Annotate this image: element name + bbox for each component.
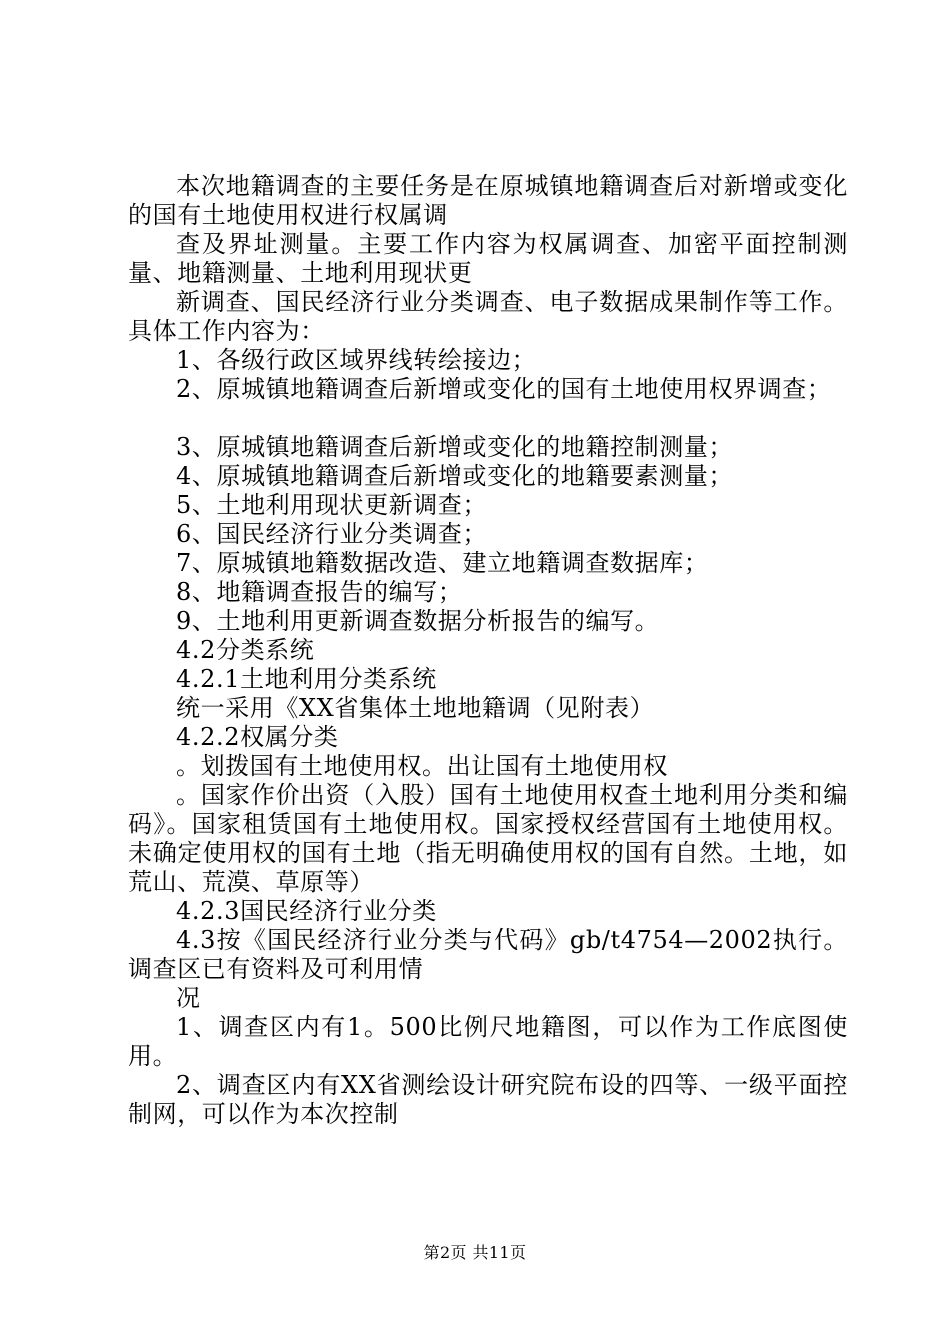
resource-item-1: 1、调查区内有1。500比例尺地籍图，可以作为工作底图使用。 bbox=[128, 1013, 848, 1070]
document-body bbox=[128, 172, 848, 1129]
paragraph-land-classification: 统一采用《XX省集体土地地籍调（见附表） bbox=[176, 694, 655, 722]
section-heading-4-2-3: 4.2.3国民经济行业分类 bbox=[176, 897, 437, 925]
section-heading-4-3: 4.3按《国民经济行业分类与代码》gb/t4754—2002执行。调查区已有资料及可利用情 bbox=[128, 926, 848, 983]
paragraph-ownership-types-1: 。划拨国有土地使用权。出让国有土地使用权 bbox=[176, 752, 668, 780]
section-heading-4-2-2: 4.2.2权属分类 bbox=[176, 723, 339, 751]
list-item-2: 2、原城镇地籍调查后新增或变化的国有土地使用权界调查； bbox=[176, 375, 832, 403]
list-item-1: 1、各级行政区域界线转绘接边； bbox=[176, 346, 537, 374]
paragraph-task-intro: 本次地籍调查的主要任务是在原城镇地籍调查后对新增或变化的国有土地使用权进行权属调 bbox=[128, 172, 848, 229]
list-item-5: 5、土地利用现状更新调查； bbox=[176, 491, 488, 519]
paragraph-work-content: 查及界址测量。主要工作内容为权属调查、加密平面控制测量、地籍测量、土地利用现状更 bbox=[128, 230, 848, 287]
list-item-9: 9、土地利用更新调查数据分析报告的编写。 bbox=[176, 607, 660, 635]
paragraph-ownership-types-2: 。国家作价出资（入股）国有土地使用权查土地利用分类和编码》。国家租赁国有土地使用权。国家授权经营国有土地使用权。未确定使用权的国有土地（指无明确使用权的国有自然。土地，如荒山、荒漠、草原等） bbox=[128, 781, 848, 896]
list-item-3: 3、原城镇地籍调查后新增或变化的地籍控制测量； bbox=[176, 433, 734, 461]
paragraph-work-items-intro: 新调查、国民经济行业分类调查、电子数据成果制作等工作。具体工作内容为： bbox=[128, 288, 848, 345]
section-heading-4-2-1: 4.2.1土地利用分类系统 bbox=[176, 665, 437, 693]
section-heading-4-2: 4.2分类系统 bbox=[176, 636, 315, 664]
list-item-7: 7、原城镇地籍数据改造、建立地籍调查数据库； bbox=[176, 549, 709, 577]
page-number-label: 第2页 共11页 bbox=[423, 1243, 527, 1262]
page-footer bbox=[0, 1243, 950, 1263]
list-item-8: 8、地籍调查报告的编写； bbox=[176, 578, 463, 606]
list-item-4: 4、原城镇地籍调查后新增或变化的地籍要素测量； bbox=[176, 462, 734, 490]
paragraph-continuation: 况 bbox=[176, 984, 201, 1012]
resource-item-2: 2、调查区内有XX省测绘设计研究院布设的四等、一级平面控制网，可以作为本次控制 bbox=[128, 1071, 848, 1128]
list-item-6: 6、国民经济行业分类调查； bbox=[176, 520, 488, 548]
